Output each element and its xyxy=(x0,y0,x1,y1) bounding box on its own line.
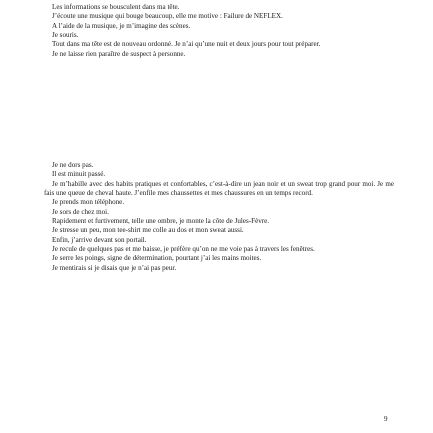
text-section-1 xyxy=(44,3,394,59)
paragraph: Je ne laisse rien paraître de suspect à personne. xyxy=(52,49,186,58)
paragraph: Tout dans ma tête est de nouveau ordonné. Je n’ai qu’une nuit et deux jours pour tout préparer. xyxy=(52,40,321,49)
paragraph: Je serre les poings, signe de détermination, pourtant j’ai les mains moites. xyxy=(52,254,262,263)
paragraph: Je stresse un peu, mon tee-shirt me colle au dos et mon sweat aussi. xyxy=(52,226,244,235)
paragraph: Il est minuit passé. xyxy=(52,170,106,179)
paragraph: Je m’habille avec des habits pratiques et confortables, c’est-à-dire un jean noir et un sweat trop grand pour moi. Je me fais une queue de cheval haute. J’enfile mes chaussettes et mes chaussures en un temps record. xyxy=(44,179,394,198)
page-number: 9 xyxy=(384,415,388,423)
text-section-2 xyxy=(44,161,394,273)
paragraph: Enfin, j’arrive devant son portail. xyxy=(52,235,147,244)
paragraph: Je prends mon téléphone. xyxy=(52,198,125,207)
paragraph: A l’aide de la musique, je m’imagine des scènes. xyxy=(52,21,191,30)
paragraph: Je recule de quelques pas et me baisse, je préfère qu’on ne me voie pas à travers les fenêtres. xyxy=(52,245,315,254)
paragraph: Je mentirais si je disais que je n’ai pas peur. xyxy=(52,263,177,272)
paragraph: J’écoute une musique qui bouge beaucoup, elle me motive : Failure de NEFLEX. xyxy=(52,12,283,21)
paragraph: Les informations se bousculent dans ma tête. xyxy=(52,3,180,11)
paragraph: Je sors de chez moi. xyxy=(52,207,109,216)
paragraph: Rapidement et furtivement, telle une ombre, je monte la côte de Jules-Fèvre. xyxy=(52,217,270,226)
paragraph: Je ne dors pas. xyxy=(52,161,94,169)
paragraph: Je souris. xyxy=(52,31,79,40)
